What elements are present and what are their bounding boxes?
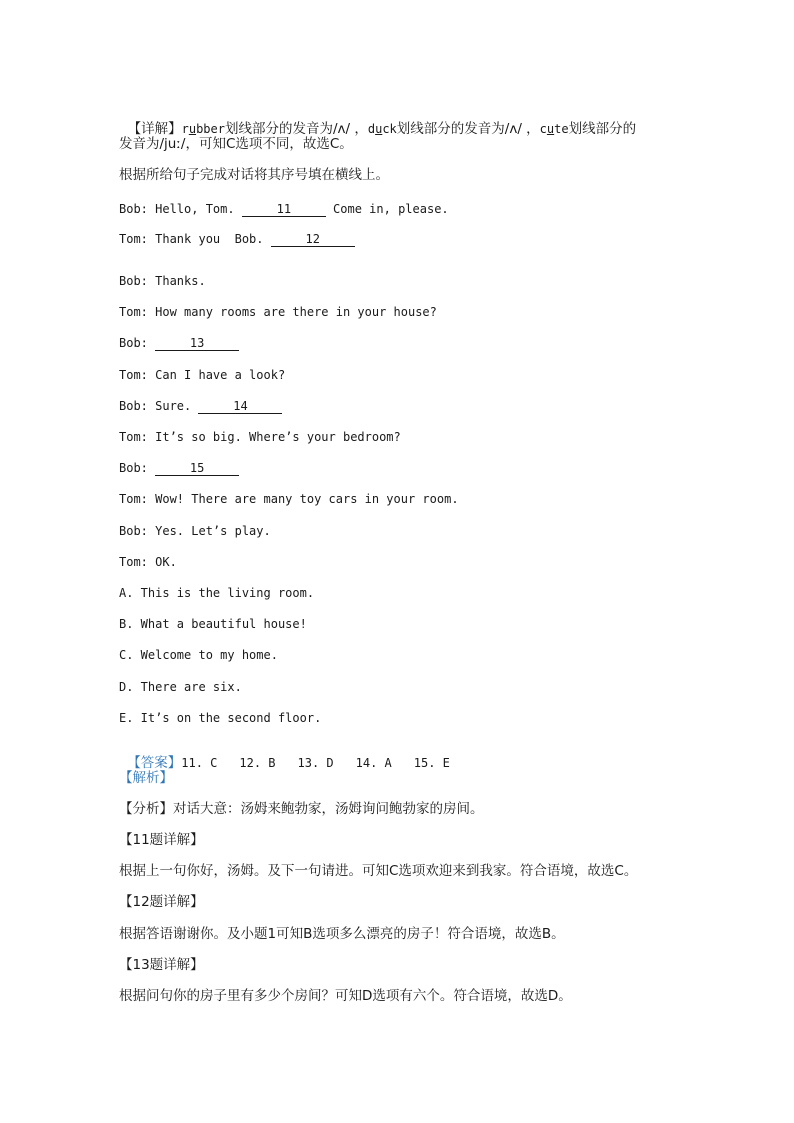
answer-tag: 【答案】 xyxy=(127,755,182,771)
intro-text-1: 划线部分的发音为/ʌ/ ， xyxy=(224,121,368,137)
option-b: B. What a beautiful house! xyxy=(119,617,307,631)
dialogue-line: Bob: Sure. 14 xyxy=(119,398,282,414)
answer-item: 11. C xyxy=(181,756,218,770)
detail-heading: 【12题详解】 xyxy=(119,894,204,910)
answer-blank[interactable]: 13 xyxy=(155,336,239,351)
detail-heading: 【11题详解】 xyxy=(119,832,204,848)
word-rubber: rubber xyxy=(181,122,225,136)
option-e: E. It’s on the second floor. xyxy=(119,711,322,725)
analysis-tag: 【解析】 xyxy=(119,770,173,786)
answer-blank[interactable]: 11 xyxy=(242,202,326,217)
dialogue-line: Tom: Wow! There are many toy cars in your room. xyxy=(119,492,459,506)
instruction: 根据所给句子完成对话将其序号填在横线上。 xyxy=(119,167,389,183)
word-duck: duck xyxy=(367,122,397,136)
answer-blank[interactable]: 12 xyxy=(271,232,355,247)
answer-item: 13. D xyxy=(297,756,334,770)
option-c: C. Welcome to my home. xyxy=(119,648,278,662)
dialogue-line: Tom: How many rooms are there in your house? xyxy=(119,305,437,319)
intro-text-3: 划线部分的 xyxy=(568,121,637,137)
intro-line-1 xyxy=(119,105,636,137)
detail-text: 根据答语谢谢你。及小题1可知B选项多么漂亮的房子！符合语境，故选B。 xyxy=(119,926,565,942)
dialogue-line: Tom: Thank you Bob. 12 xyxy=(119,231,355,247)
answer-item: 12. B xyxy=(239,756,276,770)
intro-text-2: 划线部分的发音为/ʌ/ ， xyxy=(396,121,540,137)
answer-item: 15. E xyxy=(413,756,450,770)
detail-tag: 【详解】 xyxy=(127,121,182,137)
dialogue-line: Bob: Hello, Tom. 11 Come in, please. xyxy=(119,202,449,216)
detail-heading: 【13题详解】 xyxy=(119,957,204,973)
dialogue-line: Bob: 15 xyxy=(119,460,239,476)
detail-text: 根据问句你的房子里有多少个房间？可知D选项有六个。符合语境，故选D。 xyxy=(119,988,572,1004)
answer-item: 14. A xyxy=(355,756,392,770)
dialogue-line: Bob: 13 xyxy=(119,335,239,351)
answer-blank[interactable]: 15 xyxy=(155,461,239,476)
option-a: A. This is the living room. xyxy=(119,586,315,600)
dialogue-line: Tom: OK. xyxy=(119,555,177,569)
detail-text: 根据上一句你好，汤姆。及下一句请进。可知C选项欢迎来到我家。符合语境，故选C。 xyxy=(119,863,638,879)
answer-blank[interactable]: 14 xyxy=(198,399,282,414)
intro-line-2: 发音为/juː/，可知C选项不同，故选C。 xyxy=(119,136,353,152)
dialogue-line: Bob: Thanks. xyxy=(119,274,206,288)
dialogue-line: Bob: Yes. Let’s play. xyxy=(119,524,271,538)
word-cute: cute xyxy=(539,122,569,136)
summary: 【分析】对话大意：汤姆来鲍勃家，汤姆询问鲍勃家的房间。 xyxy=(119,801,484,817)
dialogue-line: Tom: It’s so big. Where’s your bedroom? xyxy=(119,430,401,444)
option-d: D. There are six. xyxy=(119,680,242,694)
dialogue-line: Tom: Can I have a look? xyxy=(119,368,286,382)
answer-line xyxy=(119,739,472,772)
